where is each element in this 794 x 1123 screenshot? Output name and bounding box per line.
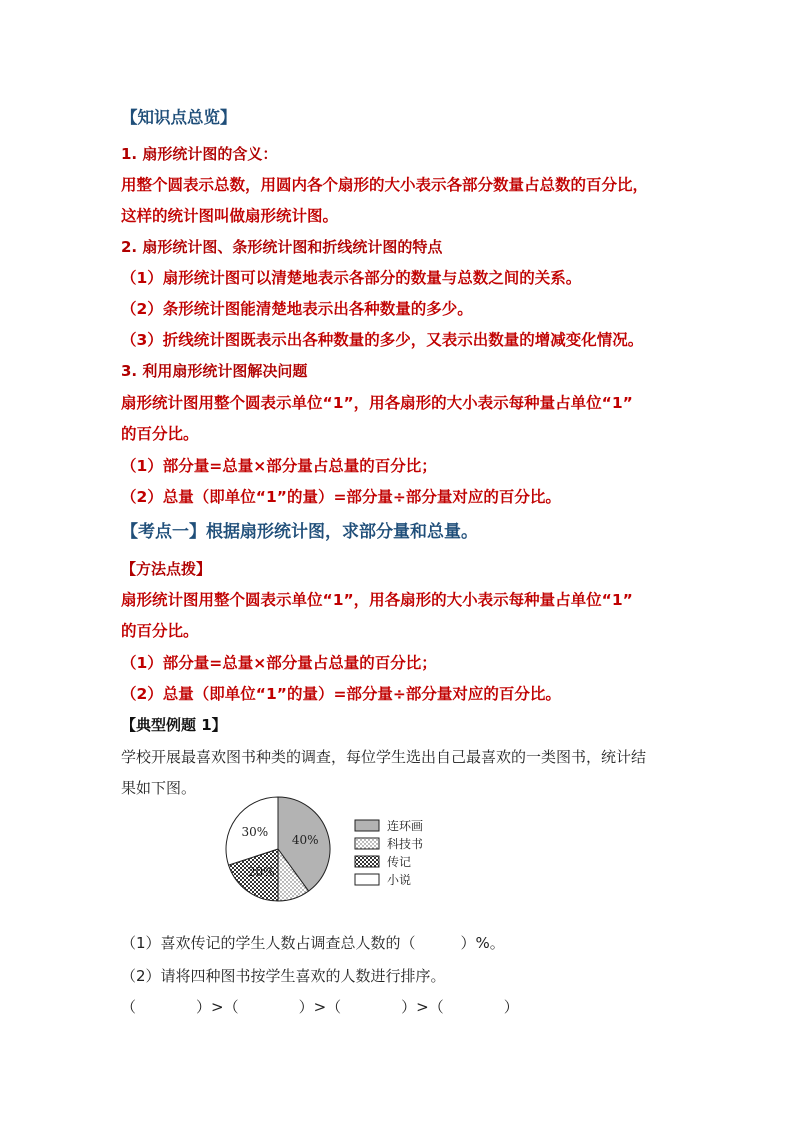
legend-swatch-2 [355,838,379,849]
section2-item3: （3）折线统计图既表示出各种数量的多少，又表示出数量的增减变化情况。 [121,331,644,349]
section3-line2: 的百分比。 [121,425,199,443]
method-line2: 的百分比。 [121,622,199,640]
knowledge-overview-heading: 【知识点总览】 [121,108,237,127]
pie-slice-label-1: 40% [291,833,319,848]
legend-swatch-1 [355,820,379,831]
pie-slice-label-3: 20% [247,865,275,880]
section2-title: 2. 扇形统计图、条形统计图和折线统计图的特点 [121,238,443,256]
legend-label-3: 传记 [387,855,412,869]
legend-label-1: 连环画 [387,819,424,833]
section3-title: 3. 利用扇形统计图解决问题 [121,362,308,380]
pie-slice-label-4: 30% [241,825,269,840]
legend-label-4: 小说 [387,873,412,887]
question-2-answer-blanks: （ ）>（ ）>（ ）>（ ） [121,998,519,1016]
section2-item2: （2）条形统计图能清楚地表示出各种数量的多少。 [121,300,473,318]
method-item2: （2）总量（即单位“1”的量）=部分量÷部分量对应的百分比。 [121,685,561,703]
section1-title: 1. 扇形统计图的含义： [121,145,278,163]
section3-item1: （1）部分量=总量×部分量占总量的百分比； [121,457,437,475]
section3-line1: 扇形统计图用整个圆表示单位“1”，用各扇形的大小表示每种量占单位“1” [121,394,633,412]
example-title: 【典型例题 1】 [121,716,227,734]
method-item1: （1）部分量=总量×部分量占总量的百分比； [121,654,437,672]
legend-swatch-3 [355,856,379,867]
legend-label-2: 科技书 [387,837,424,851]
question-1: （1）喜欢传记的学生人数占调查总人数的（ ）%。 [121,934,505,952]
question-2: （2）请将四种图书按学生喜欢的人数进行排序。 [121,967,446,985]
book-preference-pie-chart [224,795,454,907]
legend-swatch-4 [355,874,379,885]
section2-item1: （1）扇形统计图可以清楚地表示各部分的数量与总数之间的关系。 [121,269,582,287]
chart-legend [355,819,423,887]
section1-line1: 用整个圆表示总数，用圆内各个扇形的大小表示各部分数量占总数的百分比， [121,176,649,194]
method-title: 【方法点拨】 [121,560,212,578]
method-line1: 扇形统计图用整个圆表示单位“1”，用各扇形的大小表示每种量占单位“1” [121,591,633,609]
section3-item2: （2）总量（即单位“1”的量）=部分量÷部分量对应的百分比。 [121,488,561,506]
example-line2: 果如下图。 [121,779,197,797]
example-line1: 学校开展最喜欢图书种类的调查，每位学生选出自己最喜欢的一类图书，统计结 [121,748,647,766]
pie-group [226,797,330,901]
section1-line2: 这样的统计图叫做扇形统计图。 [121,207,339,225]
kaodian-title: 【考点一】根据扇形统计图，求部分量和总量。 [121,522,478,542]
